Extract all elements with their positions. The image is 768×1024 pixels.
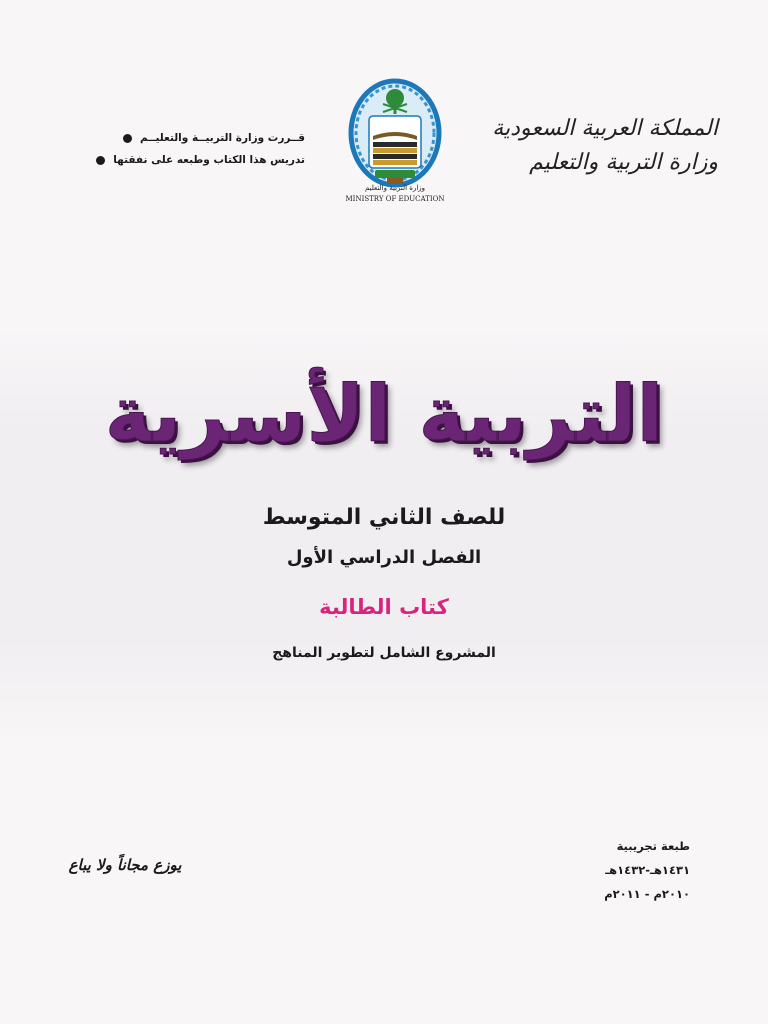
ministry-header-text	[492, 112, 718, 180]
note-text: قــررت وزارة التربيــة والتعليــم	[140, 132, 305, 144]
bullet-icon	[96, 156, 105, 165]
note-item	[85, 149, 305, 171]
grade-label: للصف الثاني المتوسط	[262, 505, 506, 530]
book-title: التربية الأسرية	[104, 370, 664, 460]
note-text: تدريس هذا الكتاب وطبعه على نفقتها	[113, 154, 305, 166]
ministry-name: وزارة التربية والتعليم	[529, 150, 718, 175]
ministry-notes	[85, 127, 305, 171]
logo-caption-english: MINISTRY OF EDUCATION	[345, 195, 445, 203]
free-distribution-note: يوزع مجاناً ولا يباع	[68, 856, 182, 874]
bullet-icon	[123, 134, 132, 143]
book-type-label: كتاب الطالبة	[319, 595, 449, 619]
logo-caption-arabic: وزارة التربية والتعليم	[364, 184, 426, 192]
edition-label: طبعة تجريبية	[616, 839, 690, 853]
gregorian-years: ٢٠١٠م - ٢٠١١م	[604, 887, 690, 901]
project-label: المشروع الشامل لتطوير المناهج	[272, 645, 496, 661]
hijri-years: ١٤٣١هـ-١٤٣٢هـ	[605, 863, 690, 877]
edition-info	[540, 834, 690, 906]
kingdom-name: المملكة العربية السعودية	[492, 116, 718, 141]
term-label: الفصل الدراسي الأول	[286, 547, 482, 568]
note-item	[85, 127, 305, 149]
